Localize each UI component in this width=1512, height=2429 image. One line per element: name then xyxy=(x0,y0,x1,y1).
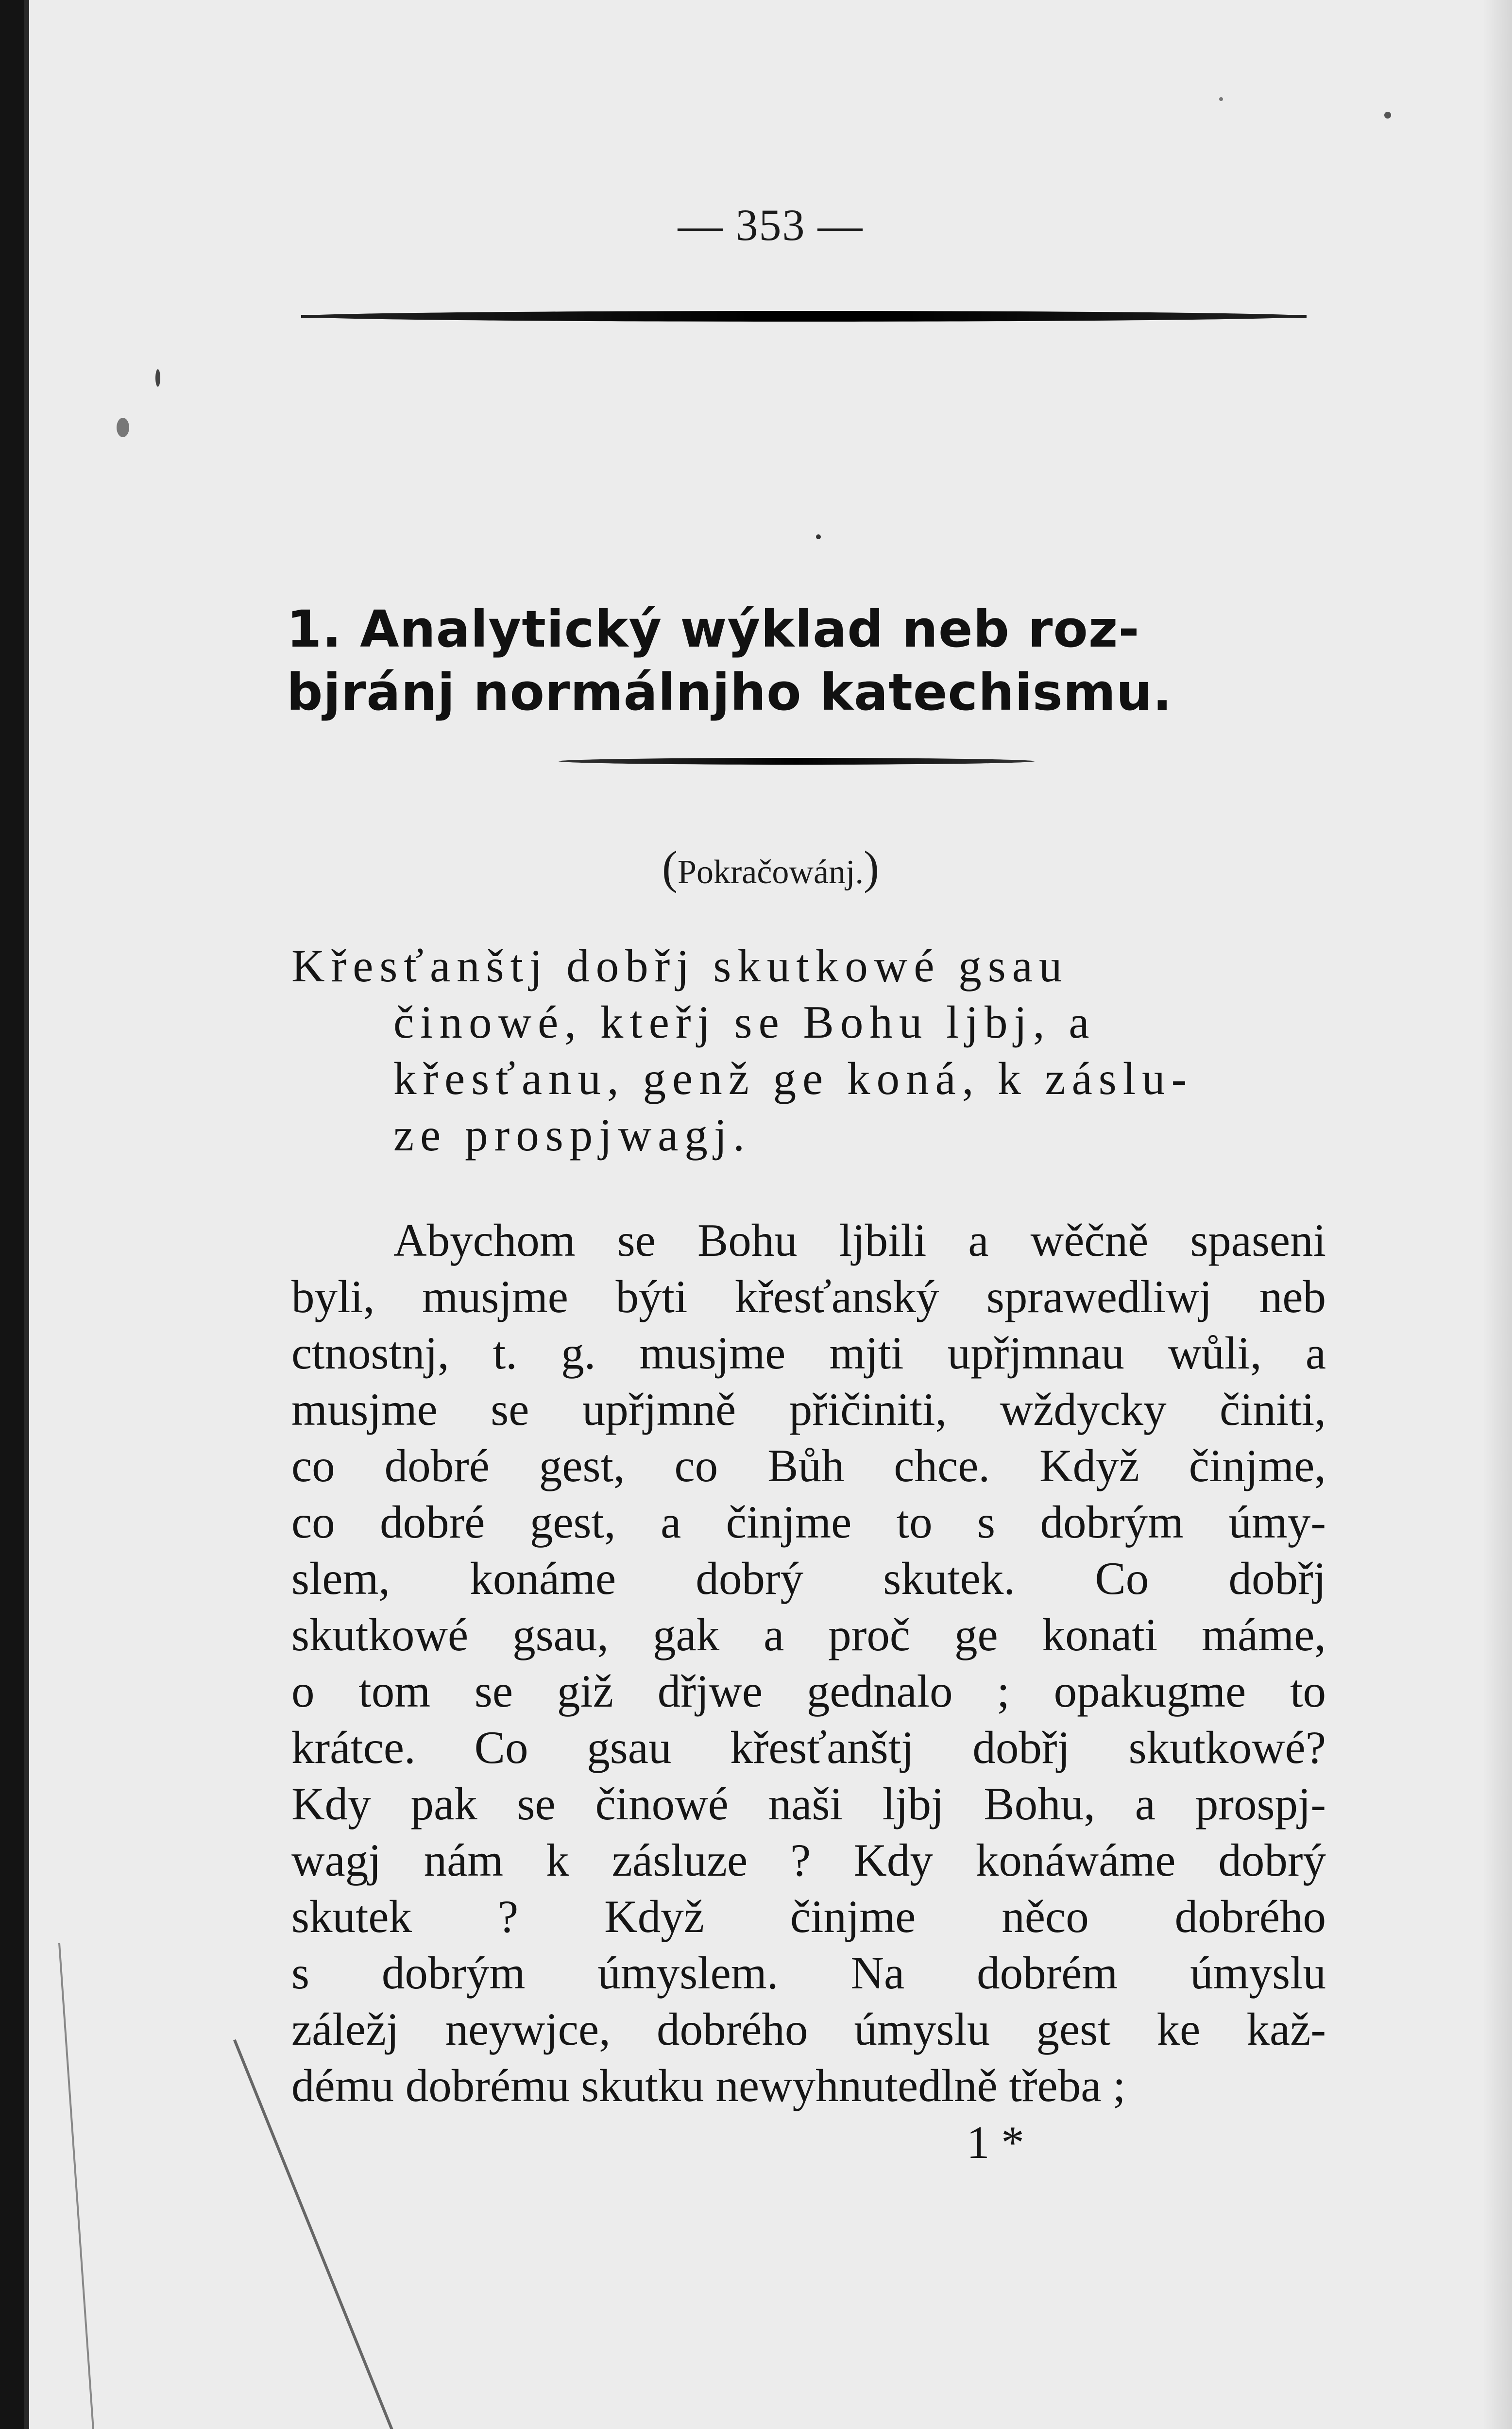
scan-speck xyxy=(1384,112,1391,119)
continuation-text: Pokračowánj. xyxy=(678,854,864,891)
scan-speck xyxy=(117,418,129,437)
text-line: slem, konáme dobrý skutek. Co dobřj xyxy=(291,1553,1326,1604)
text-line: záležj neywjce, dobrého úmyslu gest ke kaž- xyxy=(291,2003,1326,2055)
text-line: ze prospjwagj. xyxy=(393,1109,751,1161)
header-rule-ornament xyxy=(301,311,1307,322)
text-line: s dobrým úmyslem. Na dobrém úmyslu xyxy=(291,1947,1326,1999)
text-line: ctnostnj, t. g. musjme mjti upřjmnau wůli, a xyxy=(291,1327,1326,1379)
text-line: Křesťanštj dobřj skutkowé gsau xyxy=(291,940,1069,992)
text-line: byli, musjme býti křesťanský sprawedliwj neb xyxy=(291,1271,1326,1322)
scan-speck xyxy=(1219,97,1223,101)
heading-line: bjránj normálnjho katechismu. xyxy=(287,663,1172,722)
text-line: krátce. Co gsau křesťanštj dobřj skutkowé? xyxy=(291,1722,1326,1773)
scan-speck xyxy=(816,534,821,539)
text-line: Abychom se Bohu ljbili a wěčně spaseni xyxy=(393,1214,1326,1266)
running-head: — 353 — xyxy=(678,200,864,250)
text-line: o tom se giž dřjwe gednalo ; opakugme to xyxy=(291,1665,1326,1717)
text-line: činowé, kteřj se Bohu ljbj, a xyxy=(393,996,1096,1048)
text-line: co dobré gest, a činjme to s dobrým úmy- xyxy=(291,1496,1326,1548)
book-page xyxy=(24,0,1512,2429)
scan-speck xyxy=(155,369,160,387)
text-line: skutek ? Když činjme něco dobrého xyxy=(291,1891,1326,1942)
text-line: Kdy pak se činowé naši ljbj Bohu, a prospj- xyxy=(291,1778,1326,1830)
text-line: skutkowé gsau, gak a proč ge konati máme, xyxy=(291,1609,1326,1660)
paragraph-explanation xyxy=(291,1212,1326,2114)
text-line: co dobré gest, co Bůh chce. Když činjme, xyxy=(291,1440,1326,1491)
text-line: křesťanu, genž ge koná, k záslu- xyxy=(393,1053,1193,1104)
text-line: musjme se upřjmně přičiniti, wždycky činiti, xyxy=(291,1384,1326,1435)
signature-mark: 1 * xyxy=(967,2117,1024,2168)
text-line: wagj nám k zásluze ? Kdy konáwáme dobrý xyxy=(291,1834,1326,1886)
text-line: dému dobrému skutku newyhnutedlně třeba ; xyxy=(291,2060,1126,2111)
section-heading xyxy=(287,598,1331,724)
heading-rule xyxy=(559,758,1035,765)
heading-line: 1. Analytický wýklad neb roz- xyxy=(287,599,1140,659)
paragraph-definition xyxy=(291,938,1326,1163)
scan-scratch xyxy=(58,1943,97,2429)
continuation-note: (Pokračowánj.) xyxy=(662,841,879,893)
page-edge-shadow xyxy=(1483,0,1512,2429)
scan-left-border xyxy=(0,0,24,2429)
